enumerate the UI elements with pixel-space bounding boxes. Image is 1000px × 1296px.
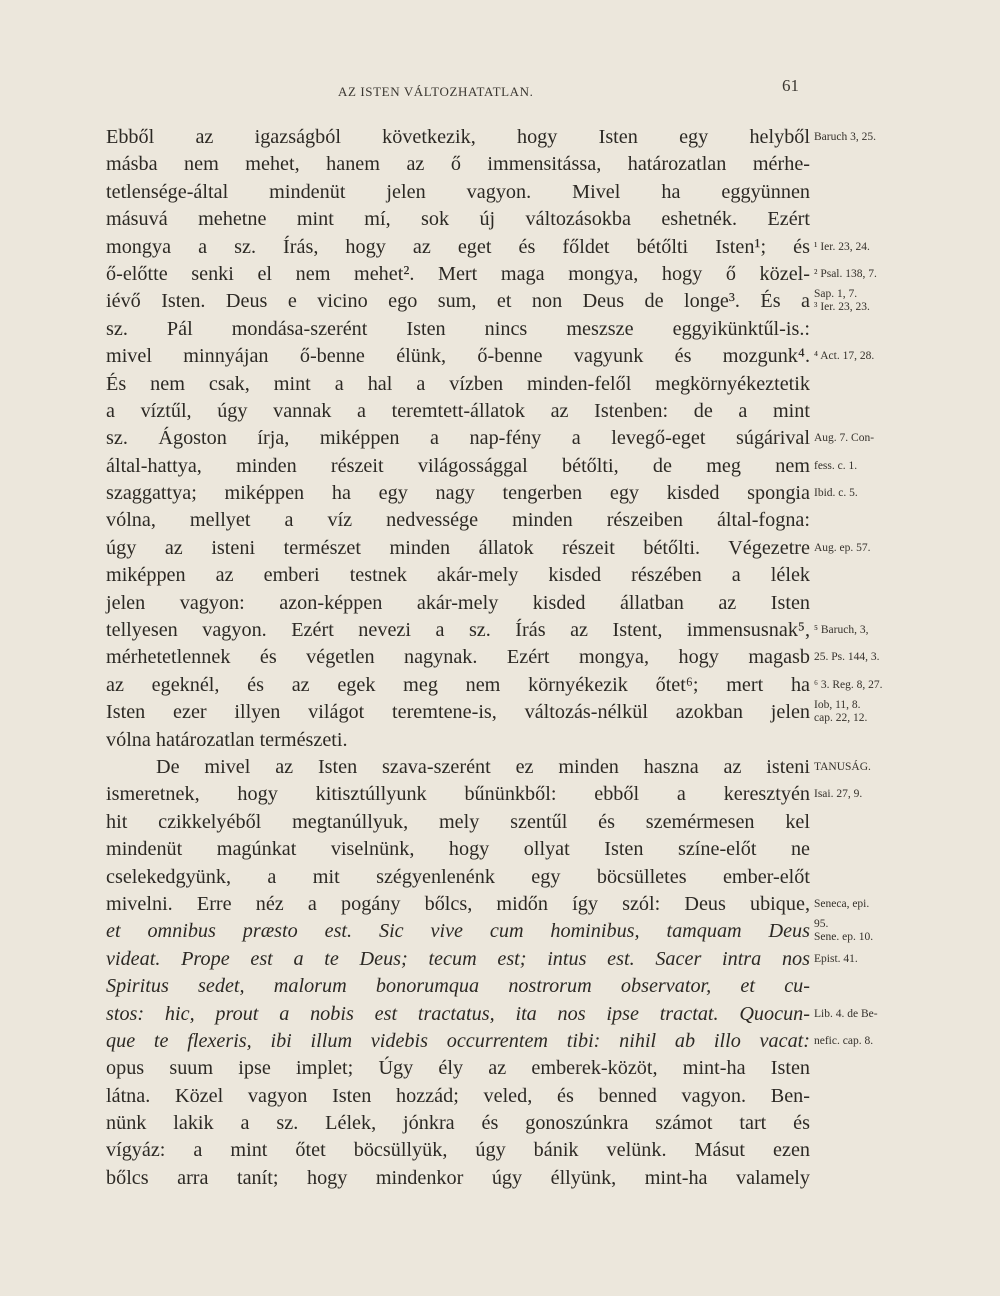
text-line: És nem csak, mint a hal a vízben minden-felől megkörnyékeztetik [106,372,810,395]
margin-note [814,179,999,206]
text-line: ismeretnek, hogy kitisztúllyunk bűnünkből: ebből a keresztyén [106,783,810,806]
margin-note [814,727,999,754]
text-line: De mivel az Isten szava-szerént ez minden haszna az isteni [156,755,810,778]
margin-note-text: ³ Ier. 23, 23. [814,301,870,314]
margin-note-text: nefic. cap. 8. [814,1034,874,1047]
text-line: a víztűl, úgy vannak a teremtett-állatok az Istenben: de a mint [106,399,810,422]
margin-note-text: Lib. 4. de Be- [814,1007,878,1020]
text-line: Ebből az igazságból következik, hogy Isten egy helyből [106,126,810,148]
margin-note-text: Aug. 7. Con- [814,432,875,445]
margin-note-text: Isai. 27, 9. [814,788,863,801]
text-line: sz. Ágoston írja, miképpen a nap-fény a levegő-eget súgárival [106,427,810,450]
margin-note-text: ¹ Ier. 23, 24. [814,240,870,253]
text-line: mindenüt magúnkat viselnünk, hogy ollyat Isten színe-előt ne [106,838,810,861]
text-line: által-hattya, minden részeit világossággal bétőlti, de meg nem [106,454,810,477]
margin-note [814,316,999,343]
margin-note [814,1001,999,1028]
margin-note [814,234,999,261]
margin-notes [814,124,999,1192]
text-line: az egeknél, és az egek meg nem környékezik őtet⁶; mert ha [106,673,810,696]
margin-note [814,288,999,315]
margin-note [814,206,999,233]
text-line: cselekedgyünk, a mit szégyenlenénk egy böcsülletes ember-előt [106,865,810,888]
text-line: másba nem mehet, hanem az ő immensitássa, határozatlan mérhe- [106,153,810,176]
margin-note [814,1028,999,1055]
text-line: stos: hic, prout a nobis est tractatus, ita nos ipse tractat. Quocun- [106,1002,810,1025]
margin-note [814,1110,999,1137]
margin-note [814,1083,999,1110]
margin-note [814,507,999,534]
text-line: úgy az isteni természet minden állatok részeit bétőlti. Végezetre [106,536,810,559]
text-line: hit czikkelyéből megtanúllyuk, mely szentűl és szemérmesen kel [106,810,810,833]
margin-note [814,644,999,671]
margin-note [814,781,999,808]
text-line: szaggattya; miképpen ha egy nagy tengerben egy kisded spongia [106,482,810,505]
text-line: et omnibus præsto est. Sic vive cum hominibus, tamquam Deus [106,920,810,943]
margin-note-text: Baruch 3, 25. [814,131,876,143]
margin-note-text: Seneca, epi. [814,897,870,910]
margin-note [814,918,999,945]
text-line: vígyáz: a mint őtet böcsüllyük, úgy bánik velünk. Másut ezen [106,1139,810,1162]
margin-note [814,1137,999,1164]
margin-note [814,1055,999,1082]
text-line: mivel minnyájan ő-benne élünk, ő-benne vagyunk és mozgunk⁴. [106,345,810,368]
margin-note [814,398,999,425]
text-line: mivelni. Erre néz a pogány bőlcs, midőn így szól: Deus ubique, [106,892,810,915]
text-line: látna. Közel vagyon Isten hozzád; veled, és benned vagyon. Ben- [106,1084,810,1107]
text-line: tetlensége-által mindenüt jelen vagyon. Mivel ha eggyünnen [106,180,810,203]
margin-note-text: Ibid. c. 5. [814,487,858,500]
text-line: vólna, mellyet a víz nedvessége minden részeiben által-fogna: [106,509,810,532]
running-head: AZ ISTEN VÁLTOZHATATLAN. [338,84,534,99]
margin-note [814,617,999,644]
margin-note-text: Epist. 41. [814,952,858,965]
margin-note [814,261,999,288]
margin-note [814,699,999,726]
margin-note [814,946,999,973]
margin-note [814,535,999,562]
text-line: videat. Prope est a te Deus; tecum est; intus est. Sacer intra nos [106,947,810,970]
text-line: sz. Pál mondása-szerént Isten nincs meszsze eggyikünktűl-is.: [106,317,810,340]
margin-note-text: ² Psal. 138, 7. [814,267,877,280]
margin-note [814,590,999,617]
margin-note [814,836,999,863]
text-line: Isten ezer illyen világot teremtene-is, változás-nélkül azokban jelen [106,701,810,724]
margin-note [814,453,999,480]
body-text [106,124,810,1192]
margin-note [814,809,999,836]
text-line: opus suum ipse implet; Úgy ély az emberek-közöt, mint-ha Isten [106,1057,810,1080]
margin-note [814,864,999,891]
text-line: iévő Isten. Deus e vicino ego sum, et non Deus de longe³. És a [106,290,810,313]
margin-note-text: TANUSÁG. [814,760,871,773]
margin-note [814,425,999,452]
text-line: mérhetetlennek és végetlen nagynak. Ezért mongya, hogy magasb [106,646,810,669]
margin-note-text: ⁶ 3. Reg. 8, 27. [814,678,883,691]
margin-note [814,973,999,1000]
text-line: tellyesen vagyon. Ezért nevezi a sz. Írás az Istent, immensusnak⁵, [106,619,810,642]
margin-note [814,124,999,151]
text-line: que te flexeris, ibi illum videbis occurrentem tibi: nihil ab illo vacat: [106,1029,810,1052]
margin-note [814,562,999,589]
margin-note-text: ⁵ Baruch, 3, [814,624,869,637]
margin-note [814,891,999,918]
page-number: 61 [782,76,799,95]
margin-note [814,672,999,699]
text-line: bőlcs arra tanít; hogy mindenkor úgy éllyünk, mint-ha valamely [106,1166,810,1189]
margin-note-text: fess. c. 1. [814,459,858,472]
text-line: miképpen az emberi testnek akár-mely kisded részében a lélek [106,564,810,587]
margin-note [814,371,999,398]
text-line: vólna határozatlan természeti. [106,728,348,751]
margin-note-text: Iob, 11, 8. [814,699,861,712]
margin-note [814,754,999,781]
text-line: mongya a sz. Írás, hogy az eget és főldet bétőlti Isten¹; és [106,235,810,258]
text-line: ő-előtte senki el nem mehet². Mert maga mongya, hogy ő közel- [106,262,810,285]
margin-note-text: Sene. ep. 10. [814,931,874,944]
margin-note-text: 25. Ps. 144, 3. [814,651,880,664]
text-line: másuvá mehetne mint mí, sok új változásokba eshetnék. Ezért [106,208,810,231]
margin-note [814,343,999,370]
margin-note-text: Aug. ep. 57. [814,541,871,554]
margin-note-text: ⁴ Act. 17, 28. [814,350,875,363]
margin-note [814,151,999,178]
text-line: nünk lakik a sz. Lélek, jónkra és gonoszúnkra számot tart és [106,1112,810,1135]
margin-note [814,480,999,507]
margin-note [814,1165,999,1192]
margin-note-text: 95. [814,918,829,931]
text-line: jelen vagyon: azon-képpen akár-mely kisded állatban az Isten [106,591,810,614]
margin-note-text: Sap. 1, 7. [814,288,858,301]
margin-note-text: cap. 22, 12. [814,712,868,725]
text-line: Spiritus sedet, malorum bonorumqua nostrorum observator, et cu- [106,975,810,998]
